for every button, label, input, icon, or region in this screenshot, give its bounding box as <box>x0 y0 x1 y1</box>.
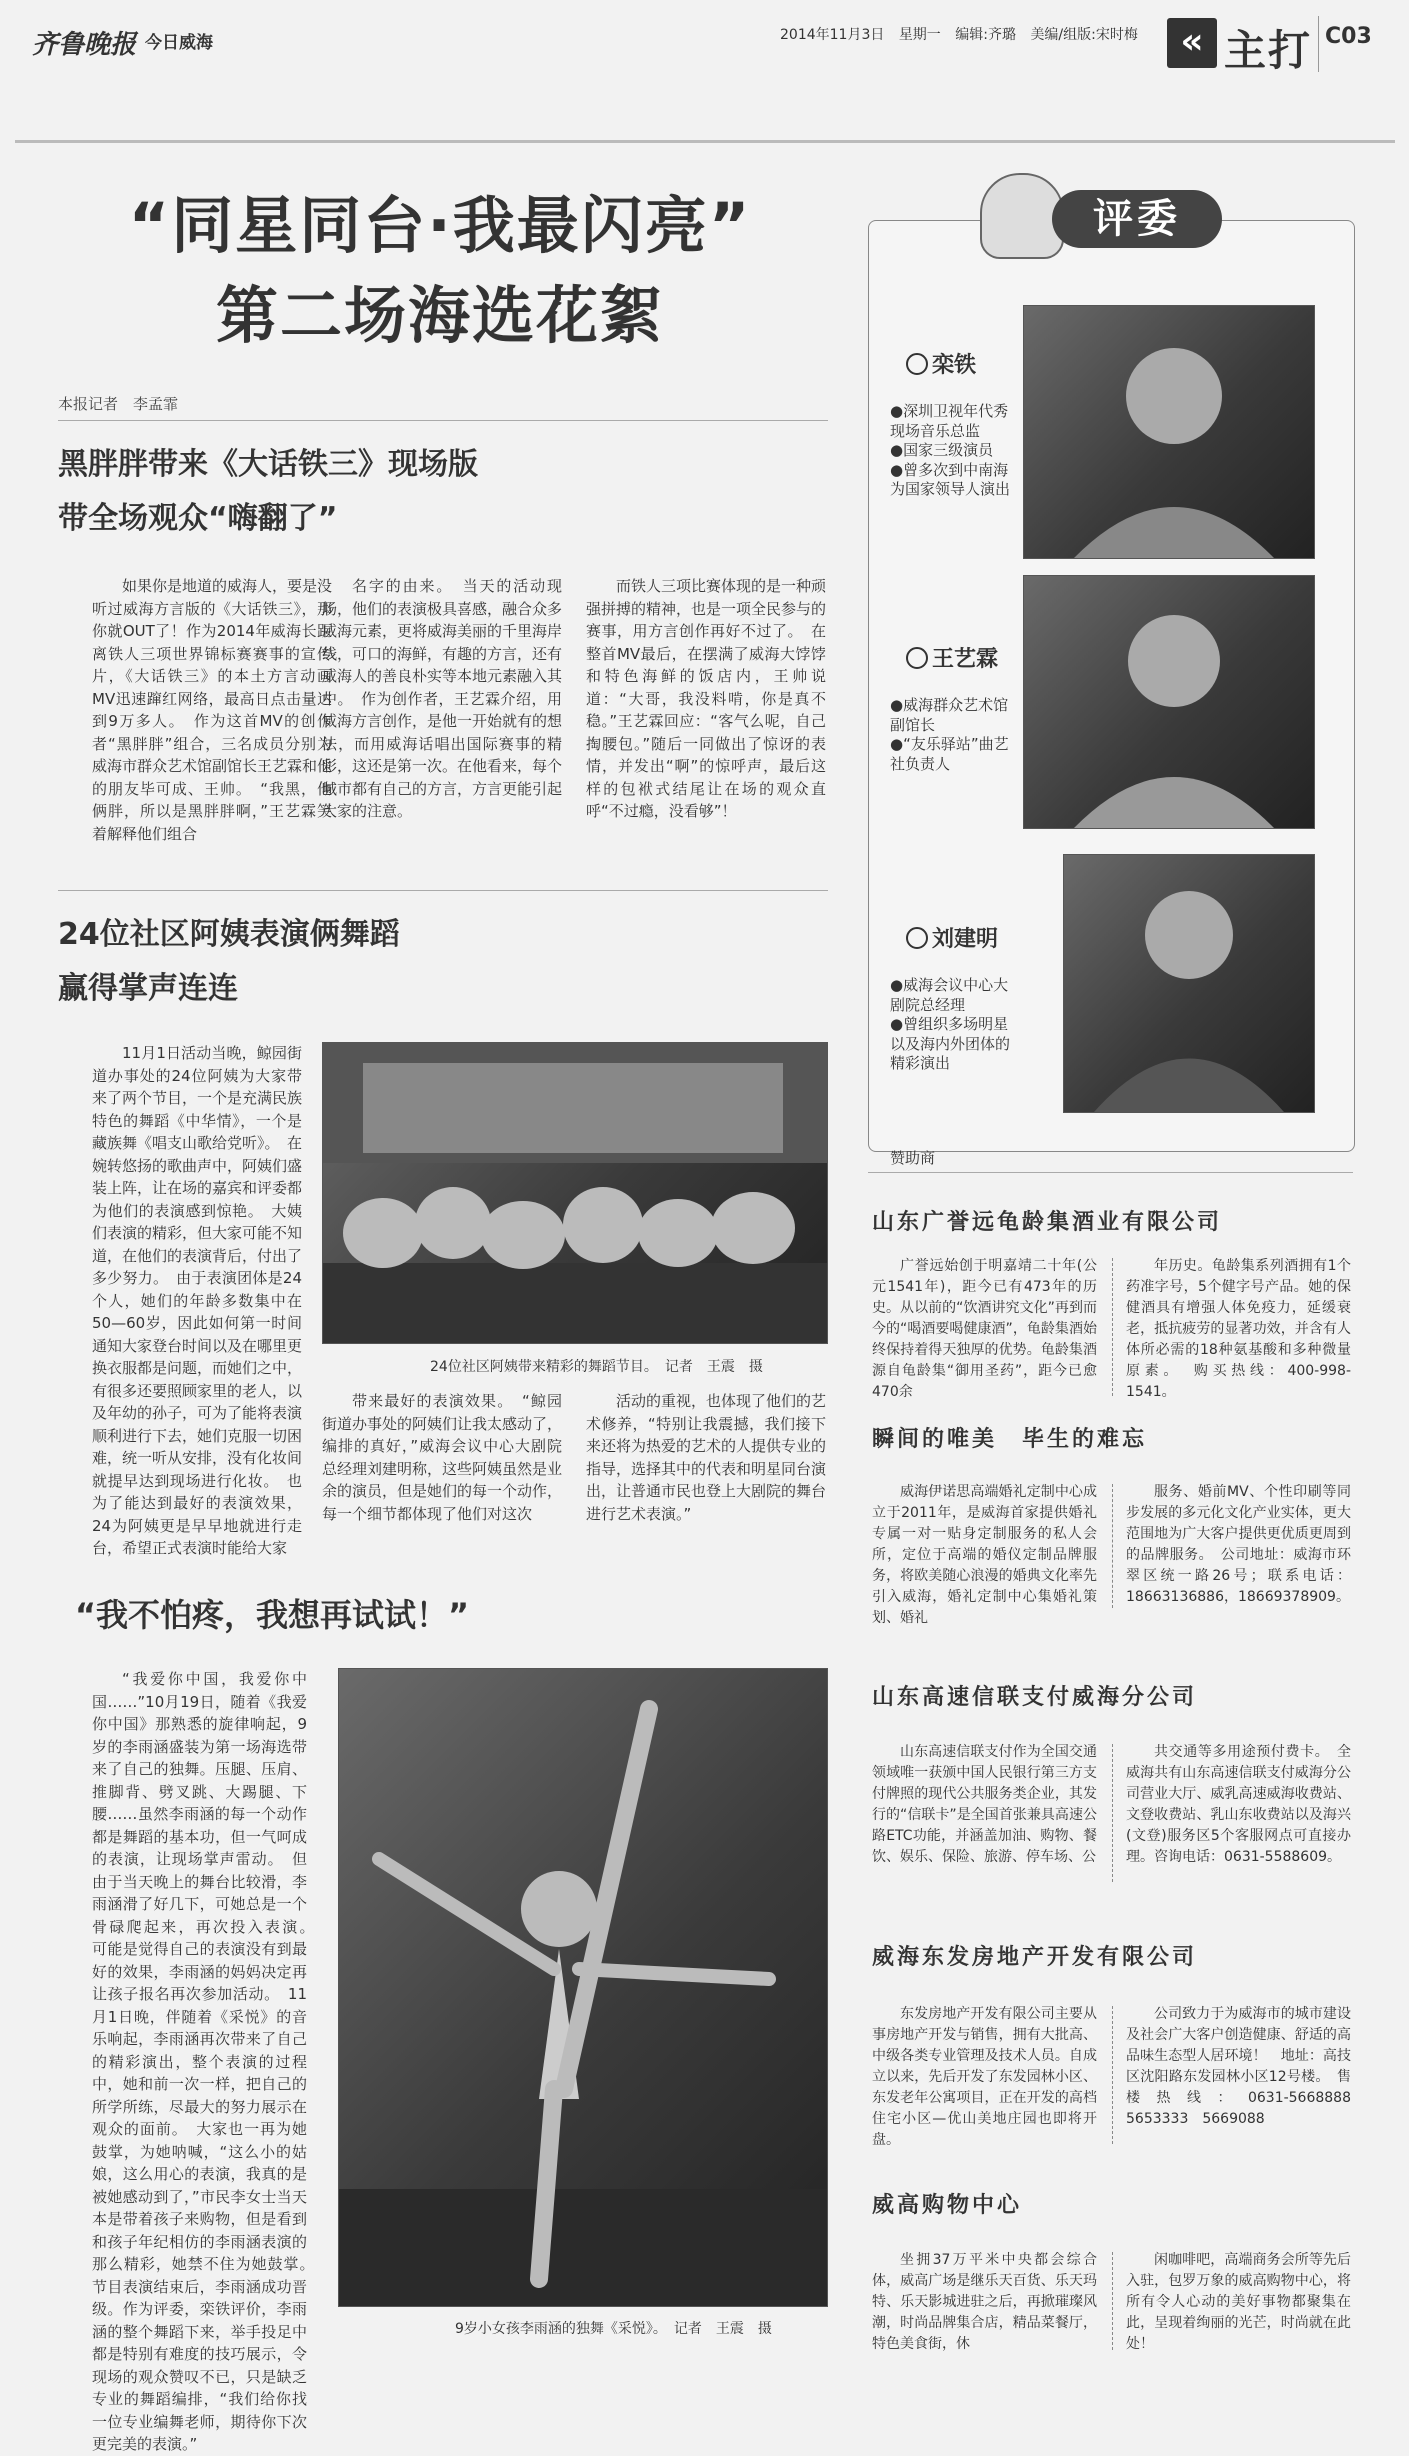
section2-title-line2: 赢得掌声连连 <box>58 971 238 1006</box>
section3-title: “我不怕疼，我想再试试！” <box>75 1596 470 1634</box>
sponsor-name: 山东高速信联支付威海分公司 <box>872 1684 1198 1710</box>
page-number: C03 <box>1325 24 1372 49</box>
issue-date: 2014年11月3日 <box>780 27 885 43</box>
section1-title-line2: 带全场观众“嗨翻了” <box>58 501 338 536</box>
column-divider <box>1112 1258 1113 1396</box>
section3-col1: “我爱你中国，我爱你中国……”10月19日，随着《我爱你中国》那熟悉的旋律响起，9岁的李雨涵盛装为第一场海选带来了自己的独舞。压腿、压肩、推脚背、劈叉跳、大踢腿、下腰……虽然李雨涵的每一个动作都是舞蹈的基本功，但一气呵成的表演，让现场掌声雷动。 但由于当天晚上的舞台比较滑，李雨涵滑了好几下，可她总是一个骨碌爬起来，再次投入表演。 可能是觉得自己的表演没有到最好的效果，李雨涵的妈妈决定再让孩子报名再次参加活动。 11月1日晚，伴随着《采悦》的音乐响起，李雨涵再次带来了自己的精彩演出，整个表演的过程中，她和前一次一样，把自己的所学所练，尽最大的努力展示在观众的面前。 大家也一再为她鼓掌，为她呐喊，“这么小的姑娘，这么用心的表演，我真的是被她感动到了，”市民李女士当天本是带着孩子来购物，但是看到和孩子年纪相仿的李雨涵表演的那么精彩，她禁不住为她鼓掌。 节目表演结束后，李雨涵成功晋级。作为评委，栾铁评价，李雨涵的整个舞蹈下来，举手投足中都是特别有难度的技巧展示，令现场的观众赞叹不已，只是缺乏专业的舞蹈编排，“我们给你找一位专业编舞老师，期待你下次更完美的表演。” <box>92 1670 323 2453</box>
judge-name: 王艺霖 <box>906 642 998 673</box>
section2-col2: 带来最好的表演效果。 “鲸园街道办事处的阿姨们让我太感动了，编排的真好，”威海会议中心大剧院总经理刘建明称，这些阿姨虽然是业余的演员，但是她们的每一个动作，每一个细节都体现了他们对这次 <box>322 1392 563 1523</box>
section1-col2: 名字的由来。 当天的活动现场，他们的表演极具喜感，融合众多威海元素，更将威海美丽的千里海岸线，可口的海鲜，有趣的方言，还有威海人的善良朴实等本地元素融入其中。 作为创作者，王艺霖介绍，用威海方言创作，是他一开始就有的想法，而用威海话唱出国际赛事的精彩，这还是第一次。在他看来，每个城市都有自己的方言，方言更能引起大家的注意。 <box>322 577 563 820</box>
section-name: 今日威海 <box>145 33 213 53</box>
dance-photo-illustration <box>323 1043 827 1343</box>
header-divider <box>1318 16 1319 72</box>
judge-info: ● 威海群众艺术馆副馆长 ● “友乐驿站”曲艺社负责人 <box>890 696 1018 774</box>
column-divider <box>1112 1484 1113 1608</box>
section1-col1: 如果你是地道的威海人，要是没听过威海方言版的《大话铁三》，那你就OUT了！作为2014年威海长距离铁人三项世界锦标赛赛事的宣传片，《大话铁三》的本土方言动画MV迅速蹿红网络，最高日点击量达到9万多人。 作为这首MV的创作者“黑胖胖”组合，三名成员分别为威海市群众艺术馆副馆长王艺霖和他的朋友毕可成、王帅。 “我黑，他俩胖，所以是黑胖胖啊，”王艺霖笑着解释他们组合 <box>92 577 333 843</box>
column-divider <box>1112 2252 1113 2350</box>
judge-name: 栾铁 <box>906 348 976 379</box>
title-rule <box>58 420 828 421</box>
sponsor-name: 瞬间的唯美 毕生的难忘 <box>872 1426 1148 1452</box>
solo-photo-illustration <box>339 1669 827 2306</box>
sponsor-text-col2: 共交通等多用途预付费卡。 全威海共有山东高速信联支付威海分公司营业大厅、威乳高速威海收费站、文登收费站、乳山东收费站以及海兴(文登)服务区5个客服网点可直接办理。咨询电话：0631-5588609。 <box>1126 1744 1351 1865</box>
newspaper-logo: 齐鲁晚报 <box>32 30 137 60</box>
issue-info <box>780 24 1148 44</box>
section-rule <box>58 890 828 891</box>
sponsor-text-col2: 服务、婚前MV、个性印刷等同步发展的多元化文化产业实体，更大范围地为广大客户提供更优质更周到的品牌服务。 公司地址：威海市环翠区统一路26号；联系电话：18663136886，18669378909。 <box>1126 1484 1351 1605</box>
portrait-illustration <box>1024 576 1314 828</box>
sponsor-name: 山东广誉远龟龄集酒业有限公司 <box>872 1209 1223 1235</box>
judge-name: 刘建明 <box>906 922 998 953</box>
issue-designer: 美编/组版:宋时梅 <box>1030 27 1138 43</box>
column-divider <box>1112 1744 1113 1882</box>
solo-photo-caption: 9岁小女孩李雨涵的独舞《采悦》。 记者 王震 摄 <box>455 2321 772 2337</box>
section2-col1: 11月1日活动当晚，鲸园街道办事处的24位阿姨为大家带来了两个节目，一个是充满民族特色的舞蹈《中华情》，一个是藏族舞《唱支山歌给党听》。 在婉转悠扬的歌曲声中，阿姨们盛装上阵，让在场的嘉宾和评委都为他们的表演感到惊艳。 大姨们表演的精彩，但大家可能不知道，在他们的表演背后，付出了多少努力。 由于表演团体是24个人，她们的年龄多数集中在50—60岁，因此如何第一时间通知大家登台时间以及在哪里更换衣服都是问题，而她们之中，有很多还要照顾家里的老人，以及年幼的孙子，可为了能将表演顺利进行下去，她们克服一切困难，统一听从安排，没有化妆间就提早达到现场进行化妆。 也为了能达到最好的表演效果，24为阿姨更是早早地就进行走台，希望正式表演时能给大家 <box>92 1044 303 1557</box>
section2-col3: 活动的重视，也体现了他们的艺术修养，“特别让我震撼，我们接下来还将为热爱的艺术的人提供专业的指导，选择其中的代表和明星同台演出，让普通市民也登上大剧院的舞台进行艺术表演。” <box>586 1392 827 1523</box>
dance-photo-caption: 24位社区阿姨带来精彩的舞蹈节目。 记者 王震 摄 <box>430 1359 763 1375</box>
section1-col3: 而铁人三项比赛体现的是一种顽强拼搏的精神，也是一项全民参与的赛事，用方言创作再好不过了。 在整首MV最后，在摆满了威海大饽饽和特色海鲜的饭店内，王帅说道：“大哥，我没料啃，你是真不稳。”王艺霖回应：“客气么呢，自己掏腰包。”随后一同做出了惊讶的表情，并发出“啊”的惊呼声，最后这样的包袱式结尾让在场的观众直呼“不过瘾，没看够”！ <box>586 577 827 820</box>
judge-portrait-liu <box>1063 854 1315 1113</box>
sponsor-text-col1: 广誉远始创于明嘉靖二十年(公元1541年)，距今已有473年的历史。从以前的“饮酒讲究文化”再到而今的“喝酒要喝健康酒”，龟龄集酒始终保持着得天独厚的优势。龟龄集酒源自龟龄集“御用圣药”，距今已愈470余 <box>872 1258 1097 1400</box>
main-title-line1: “同星同台·我最闪亮” <box>128 189 752 262</box>
header-rule <box>15 140 1395 143</box>
byline: 本报记者 李孟霏 <box>58 395 179 413</box>
sponsor-name: 威海东发房地产开发有限公司 <box>872 1944 1198 1970</box>
judges-badge: 评委 <box>1052 190 1222 248</box>
issue-weekday: 星期一 <box>898 27 941 43</box>
sponsor-rule <box>868 1172 1353 1173</box>
judge-info: ● 威海会议中心大剧院总经理 ● 曾组织多场明星以及海内外团体的精彩演出 <box>890 976 1018 1074</box>
page-column-label: 主打 <box>1224 26 1313 75</box>
judge-portrait-luan <box>1023 305 1315 559</box>
sponsor-text-col1: 威海伊诺思高端婚礼定制中心成立于2011年，是威海首家提供婚礼专属一对一贴身定制服务的私人会所，定位于高端的婚仪定制品牌服务，将欧美随心浪漫的婚典文化率先引入威海，婚礼定制中心集婚礼策划、婚礼 <box>872 1484 1097 1626</box>
section2-title-line1: 24位社区阿姨表演俩舞蹈 <box>58 917 400 952</box>
issue-editor: 编辑:齐璐 <box>955 27 1016 43</box>
portrait-illustration <box>1024 306 1314 558</box>
sponsor-text-col1: 坐拥37万平米中央都会综合体，威高广场是继乐天百货、乐天玛特、乐天影城进驻之后，再掀璀璨风潮，时尚品牌集合店，精品菜餐厅，特色美食街，休 <box>872 2252 1097 2352</box>
main-title-line2: 第二场海选花絮 <box>215 279 664 352</box>
solo-dancer-photo <box>338 1668 828 2307</box>
judge-info: ● 深圳卫视年代秀现场音乐总监 ● 国家三级演员 ● 曾多次到中南海为国家领导人演出 <box>890 402 1018 500</box>
portrait-illustration <box>1064 855 1314 1112</box>
sponsor-text-col1: 东发房地产开发有限公司主要从事房地产开发与销售，拥有大批高、中级各类专业管理及技术人员。自成立以来，先后开发了东发园林小区、东发老年公寓项目，正在开发的高档住宅小区—优山美地庄园也即将开盘。 <box>872 2006 1097 2148</box>
sponsor-label: 赞助商 <box>890 1149 936 1167</box>
dance-troupe-photo <box>322 1042 828 1344</box>
judge-portrait-wang <box>1023 575 1315 829</box>
sponsor-text-col2: 公司致力于为威海市的城市建设及社会广大客户创造健康、舒适的高品味生态型人居环境！ 地址：高技区沈阳路东发园林小区12号楼。 售楼热线：0631-5668888 5653333 5669088 <box>1126 2006 1365 2127</box>
sponsor-name: 威高购物中心 <box>872 2192 1023 2218</box>
chevron-left-icon: « <box>1167 18 1217 68</box>
sponsor-text-col2: 闲咖啡吧，高端商务会所等先后入驻，包罗万象的威高购物中心，将所有令人心动的美好事物都聚集在此，呈现着绚丽的光芒，时尚就在此处！ <box>1126 2252 1351 2352</box>
section1-title-line1: 黑胖胖带来《大话铁三》现场版 <box>58 447 478 482</box>
column-divider <box>1112 2006 1113 2144</box>
sponsor-text-col2: 年历史。龟龄集系列酒拥有1个药准字号，5个健字号产品。她的保健酒具有增强人体免疫力，延缓衰老，抵抗疲劳的显著功效，并含有人体所必需的18种氨基酸和多种微量原素。 购买热线：400-998-1541。 <box>1126 1258 1351 1400</box>
sponsor-text-col1: 山东高速信联支付作为全国交通领域唯一获颁中国人民银行第三方支付牌照的现代公共服务类企业，其发行的“信联卡”是全国首张兼具高速公路ETC功能，并涵盖加油、购物、餐饮、娱乐、保险、旅游、停车场、公 <box>872 1744 1097 1865</box>
